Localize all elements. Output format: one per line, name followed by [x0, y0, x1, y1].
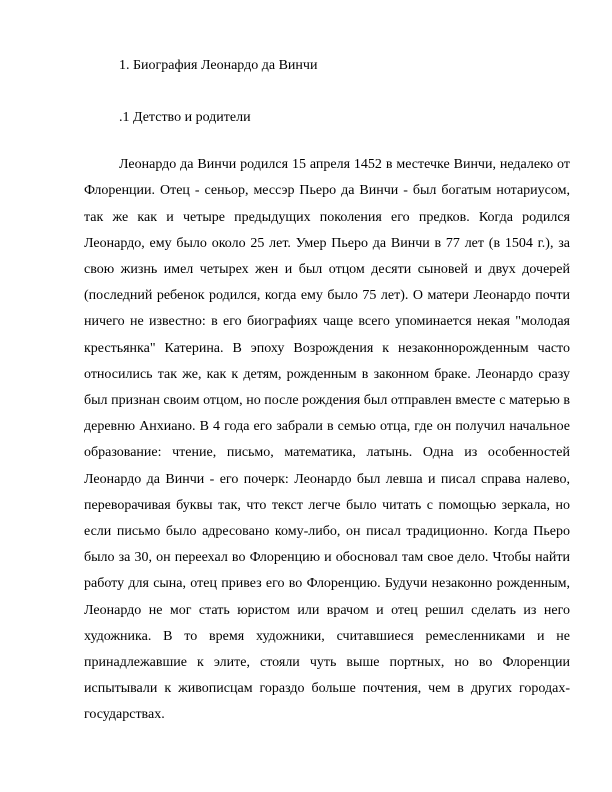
- paragraph-line: (последний ребенок родился, когда ему было 75 лет). О матери Леонардо почти: [84, 288, 570, 303]
- paragraph-line: относились так же, как к детям, рожденным в законном браке. Леонардо сразу: [84, 367, 570, 382]
- section-heading: 1. Биография Леонардо да Винчи: [119, 58, 318, 73]
- paragraph-line: государствах.: [84, 707, 165, 722]
- paragraph-line: художника. В то время художники, считавшиеся ремесленниками и не: [84, 629, 570, 644]
- paragraph-line: деревню Анхиано. В 4 года его забрали в семью отца, где он получил начальное: [84, 419, 570, 434]
- paragraph-line: свою жизнь имел четырех жен и был отцом десяти сыновей и двух дочерей: [84, 262, 570, 277]
- paragraph-line: работу для сына, отец привез его во Флоренцию. Будучи незаконно рожденным,: [84, 576, 570, 591]
- paragraph-line: ничего не известно: в его биографиях чаще всего упоминается некая "молодая: [84, 314, 570, 329]
- paragraph-line: переворачивая буквы так, что текст легче было читать с помощью зеркала, но: [84, 498, 570, 513]
- paragraph-line: крестьянка" Катерина. В эпоху Возрождения к незаконнорожденным часто: [84, 341, 570, 356]
- paragraph-line: было за 30, он переехал во Флоренцию и обосновал там свое дело. Чтобы найти: [84, 550, 570, 565]
- paragraph-line: принадлежавшие к элите, стояли чуть выше портных, но во Флоренции: [84, 655, 570, 670]
- paragraph-line: Леонардо, ему было около 25 лет. Умер Пьеро да Винчи в 77 лет (в 1504 г.), за: [84, 236, 570, 251]
- paragraph-line: Леонардо да Винчи - его почерк: Леонардо был левша и писал справа налево,: [84, 472, 570, 487]
- paragraph-line: Леонардо не мог стать юристом или врачом и отец решил сделать из него: [84, 603, 570, 618]
- paragraph-line: был признан своим отцом, но после рождения был отправлен вместе с матерью в: [84, 393, 570, 408]
- subsection-heading: .1 Детство и родители: [119, 110, 251, 125]
- paragraph-line: если письмо было адресовано кому-либо, он писал традиционно. Когда Пьеро: [84, 524, 570, 539]
- paragraph-line: Флоренции. Отец - сеньор, мессэр Пьеро да Винчи - был богатым нотариусом,: [84, 183, 570, 198]
- paragraph-line: так же как и четыре предыдущих поколения его предков. Когда родился: [84, 210, 570, 225]
- paragraph-line: образование: чтение, письмо, математика, латынь. Одна из особенностей: [84, 445, 570, 460]
- paragraph-line: Леонардо да Винчи родился 15 апреля 1452 в местечке Винчи, недалеко от: [119, 157, 570, 172]
- paragraph-line: испытывали к живописцам гораздо больше почтения, чем в других городах-: [84, 681, 570, 696]
